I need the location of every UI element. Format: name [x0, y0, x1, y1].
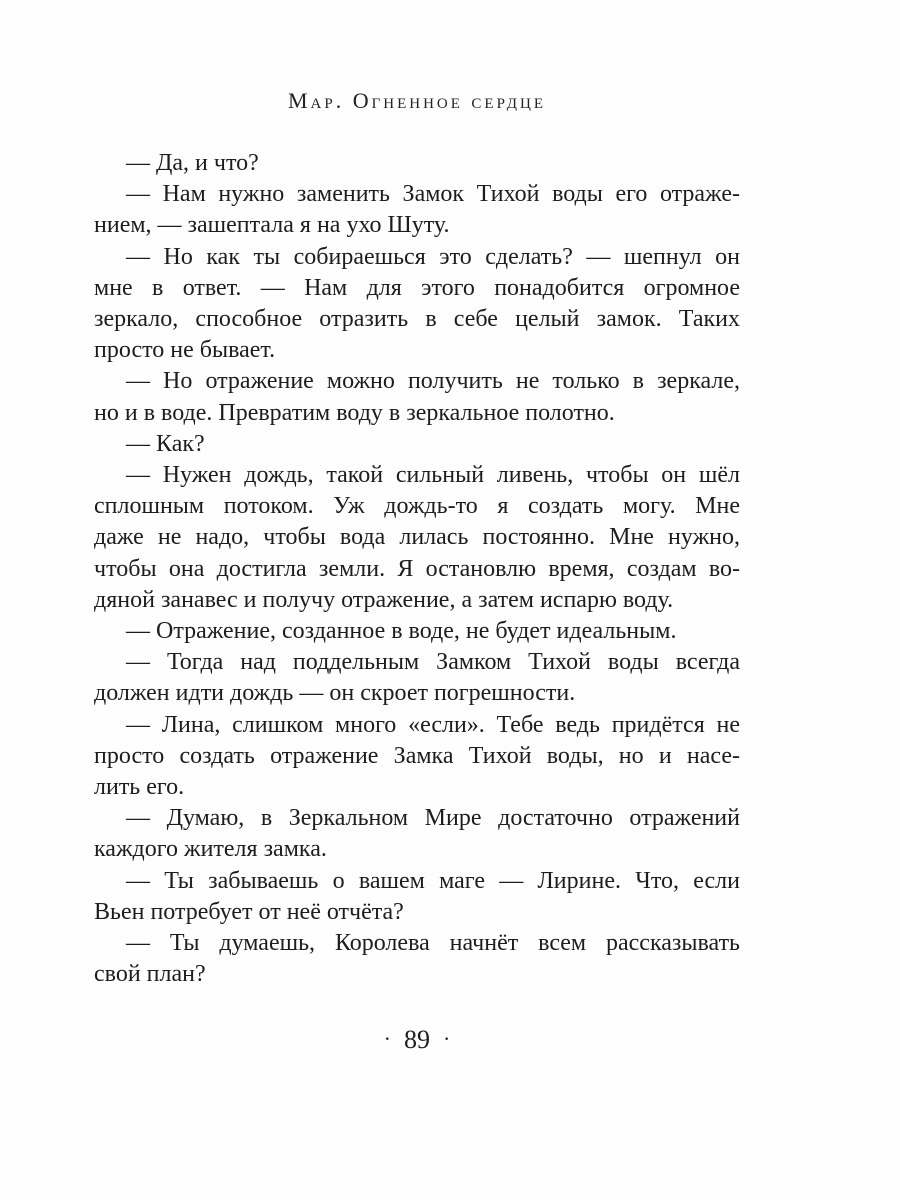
text-line: свой план?: [94, 961, 206, 988]
text-line: мне в ответ. — Нам для этого понадобится огромное: [94, 274, 740, 301]
text-line: зеркало, способное отразить в себе целый замок. Таких: [94, 306, 740, 333]
text-line: — Ты думаешь, Королева начнёт всем рассказывать: [126, 930, 740, 957]
folio-right-dot: ·: [443, 1026, 451, 1051]
text-line: — Нужен дождь, такой сильный ливень, чтобы он шёл: [126, 462, 740, 489]
text-line: даже не надо, чтобы вода лилась постоянно. Мне нужно,: [94, 524, 740, 551]
text-line: — Как?: [126, 430, 205, 457]
text-line: — Думаю, в Зеркальном Мире достаточно отражений: [126, 805, 740, 832]
text-line: — Да, и что?: [126, 150, 259, 176]
running-header: Мар. Огненное сердце: [287, 88, 547, 113]
text-line: просто создать отражение Замка Тихой воды, но и насе-: [94, 742, 740, 769]
text-line: дяной занавес и получу отражение, а затем испарю воду.: [94, 586, 674, 613]
folio-number: 89: [404, 1025, 430, 1054]
text-line: сплошным потоком. Уж дождь-то я создать могу. Мне: [94, 493, 740, 520]
text-line: просто не бывает.: [94, 337, 276, 364]
folio-left-dot: ·: [383, 1026, 391, 1051]
text-line: лить его.: [94, 774, 185, 801]
page-number: [94, 1025, 740, 1055]
text-line: каждого жителя замка.: [94, 836, 327, 863]
body-text: [94, 148, 740, 990]
text-line: — Нам нужно заменить Замок Тихой воды его отраже-: [126, 181, 740, 208]
text-column: [94, 0, 740, 1200]
text-line: Вьен потребует от неё отчёта?: [94, 898, 404, 925]
text-line: — Лина, слишком много «если». Тебе ведь придётся не: [126, 711, 740, 738]
text-line: — Но отражение можно получить не только в зеркале,: [126, 368, 740, 395]
text-line: но и в воде. Превратим воду в зеркальное полотно.: [94, 399, 615, 426]
text-line: — Но как ты собираешься это сделать? — шепнул он: [126, 243, 740, 270]
text-line: чтобы она достигла земли. Я остановлю время, создам во-: [94, 555, 740, 582]
text-line: должен идти дождь — он скроет погрешности.: [94, 680, 576, 707]
text-line: — Ты забываешь о вашем маге — Лирине. Что, если: [126, 867, 740, 894]
text-line: — Отражение, созданное в воде, не будет идеальным.: [126, 618, 677, 645]
text-line: нием, — зашептала я на ухо Шуту.: [94, 212, 450, 239]
text-line: — Тогда над поддельным Замком Тихой воды всегда: [126, 649, 740, 676]
